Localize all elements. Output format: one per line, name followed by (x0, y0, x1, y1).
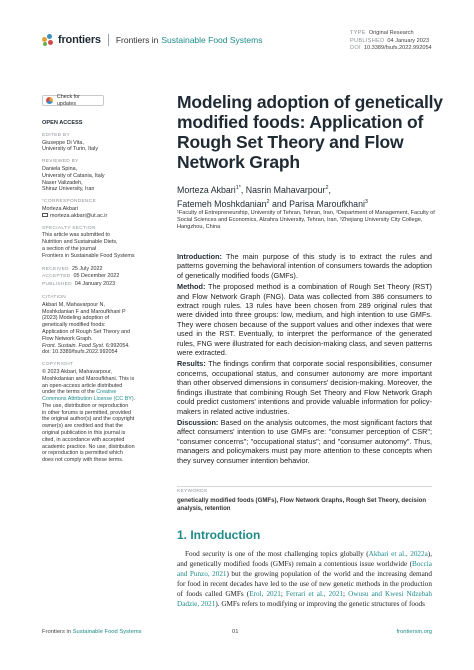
journal-prefix: Frontiers in (115, 35, 159, 45)
body-text-segment: ; (343, 590, 349, 598)
abstract-results: Results: The findings confirm that corporate social responsibilities, consumer concerns, occupational status, and consumer autonomy are more important than other observed dimensions in consumers' decision-making. Moreover, the findings illustrate that combining Rough Set Theory and Flow Network Graph could predict customers' intentions and provide valuable information for policy-makers in related active industries. (177, 359, 432, 416)
citation: Akbari M, Mahavarpour N, Moshkdanian F and Maroufkhani P (2023) Modeling adoption of genetically modified foods: Application of Rough Set Theory and Flow Network Graph. Front. Sustain. Food Syst. 6:992054. doi: 10.3389/fsufs.2022.992054 (42, 301, 131, 356)
body-text-segment: ; (280, 590, 286, 598)
edited-by-label: EDITED BY (42, 132, 71, 138)
citation-link[interactable]: Boccia and Punzo, 2021 (177, 560, 432, 578)
body-text-segment: ) but the growing population of the world and the increasing demand for food in recent decades have led to the use of new genetic methods in the production of foods called GMFs ( (177, 570, 432, 598)
body-text-segment: Food security is one of the most challenging topics globally ( (185, 550, 369, 558)
specialty-label: SPECIALTY SECTION (42, 225, 96, 231)
author-3[interactable]: Fatemeh Moshkdanian (177, 198, 267, 209)
abstract-introduction: Introduction: The main purpose of this study is to extract the rules and patterns governing the behavioral intention of consumers towards the adoption of genetically modified foods (GMFs). (177, 252, 432, 280)
check-for-updates-button[interactable]: Check for updates (42, 95, 104, 106)
affiliations: ¹Faculty of Entrepreneurship, University of Tehran, Tehran, Iran, ²Department of Management, Faculty of Social Sciences and Economics, Alzahra University, Tehran, Iran, ³Zhejiang University City College, Hangzhou, China (177, 210, 435, 231)
footer-site-link[interactable]: frontiersin.org (396, 629, 432, 635)
header-divider (108, 34, 109, 46)
abstract (177, 252, 432, 467)
brand-name: frontiers (58, 34, 101, 46)
abstract-discussion: Discussion: Based on the analysis outcomes, the most significant factors that affect consumers' intention to use GMFs are: "consumer perception of CSR"; "consumer concerns"; "occupational status"; and "consumer autonomy". Thus, managers and policymakers must pay more attention to these concepts when they survey consumer intention behavior. (177, 417, 432, 465)
journal-name: Sustainable Food Systems (161, 35, 263, 45)
citation-link[interactable]: Akbari et al., 2022a (368, 550, 428, 558)
open-access-label: OPEN ACCESS (42, 120, 83, 126)
reviewed-by-label: REVIEWED BY (42, 159, 79, 165)
citation-link[interactable]: Erol, 2021 (249, 590, 281, 598)
keywords: genetically modified foods (GMFs), Flow Network Graphs, Rough Set Theory, decision analysis, retention (177, 497, 427, 512)
article-meta (350, 30, 432, 53)
crossmark-icon (46, 97, 53, 104)
specialty-section: This article was submitted to Nutrition and Sustainable Diets, a section of the journal Frontiers in Sustainable Food Systems (42, 232, 135, 259)
correspondence-label: *CORRESPONDENCE (42, 199, 97, 205)
citation-label: CITATION (42, 294, 67, 300)
meta-type: TYPE Original Research (350, 30, 414, 36)
citation-link[interactable]: Owusu and Kwesi Ndzebah Dadzie, 2021 (177, 590, 433, 608)
body-text-segment: ). GMFs refers to modifying or improving the genetic structures of foods (215, 600, 425, 608)
copyright-label: COPYRIGHT (42, 362, 74, 368)
abstract-method: Method: The proposed method is a combination of Rough Set Theory (RST) and Flow Network Graph (FNG). Data was collected from 386 consumers to extract rough rules. 13 rules have been chosen from 289 original rules that were divided into three groups: low, medium, and high intention to use GMFs. They were chosen because of the support values and other indexes that were used in the RST. Eventually, to interpret the performance of the generated rules, FNG were illustrated for each decision-making class, and seven patterns were extracted. (177, 282, 432, 358)
page-number: 01 (232, 629, 239, 635)
footer-journal[interactable]: Frontiers in Sustainable Food Systems (42, 629, 142, 635)
license-link[interactable]: Creative (96, 389, 117, 396)
edited-by: Giuseppe Di Vita, University of Turin, Italy (42, 139, 99, 153)
journal-logo[interactable] (42, 34, 262, 46)
reviewed-by: Daniela Spina, University of Catania, Italy Naser Valizadeh, Shiraz University, Iran (42, 165, 105, 193)
correspondence-email[interactable]: morteza.akbari@ut.ac.ir (50, 212, 108, 219)
article-dates: RECEIVED 25 July 2022 ACCEPTED 05 December 2022 PUBLISHED 04 January 2023 (42, 265, 120, 288)
page-header (0, 0, 474, 60)
article-sidebar (42, 95, 157, 464)
license-link-cont[interactable]: Commons Attribution License (CC BY). (42, 396, 136, 403)
copyright: © 2023 Akbari, Mahavarpour, Moshkdanian and Maroufkhani. This is an open-access article distributed under the terms of the Creative Commons Attribution License (CC BY). The use, distribution or reproduction in other forums is permitted, provided the original author(s) and the copyright owner(s) are credited and that the original publication in this journal is cited, in accordance with accepted academic practice. No use, distribution or reproduction is permitted which does not comply with these terms. (42, 369, 157, 464)
mail-icon (42, 213, 48, 217)
author-list: Morteza Akbari$^{1*}$, Nasrin Mahavarpour$^2$, Fatemeh Moshkdanian$^2$ and Parisa Maroufkhani$^3$ (177, 184, 368, 209)
body-text-segment: ), and genetically modified foods (GMFs) remain a contentious issue worldwide ( (177, 550, 432, 568)
introduction-body (177, 549, 432, 609)
meta-published: PUBLISHED 04 January 2023 (350, 37, 430, 44)
keywords-divider (177, 486, 432, 487)
section-heading: 1. Introduction (177, 528, 261, 542)
correspondence: Morteza Akbari morteza.akbari@ut.ac.ir (42, 205, 108, 219)
keywords-label: KEYWORDS (177, 489, 208, 494)
frontiers-logo-icon (42, 34, 54, 46)
meta-doi: DOI 10.3389/fsufs.2022.992054 (350, 45, 432, 52)
article-title: Modeling adoption of genetically modified foods: Application of Rough Set Theory and Flow Network Graph (177, 92, 443, 172)
author-1[interactable]: Morteza Akbari (177, 184, 236, 195)
citation-link[interactable]: Ferrari et al., 2021 (285, 590, 344, 598)
